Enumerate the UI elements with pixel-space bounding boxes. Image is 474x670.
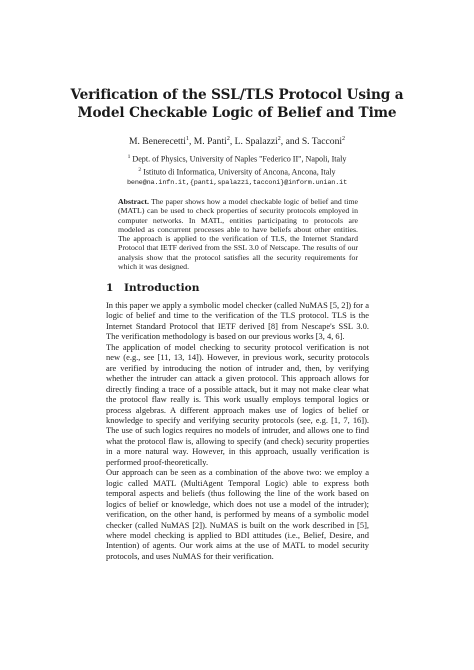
paragraph-3: Our approach can be seen as a combination of the above two: we employ a logic called MATL (MultiAgent Temporal Logic) able to express both temporal aspects and beliefs (thus following the line of the work based on logics of belief or knowledge, which does not use a model of the intruder); verification, on the other hand, is performed by means of a symbolic model checker (called NuMAS [2]). NuMAS is built on the work described in [5], where model checking is applied to BDI attitudes (i.e., Belief, Desire, and Intention) of agents. Our work aims at the use of MATL to model security protocols, and uses NuMAS for their verification. xyxy=(106,467,369,561)
abstract-text: The paper shows how a model checkable logic of belief and time (MATL) can be used to check properties of security protocols employed in computer networks. In MATL, entities participating to protocols are modeled as concurrent processes able to have beliefs about other entities. The approach is applied to the verification of TLS, the Internet Standard Protocol that IETF derived from the SSL 3.0 of Netscape. The results of our analysis show that the protocol satisfies all the security requirements for which it was designed. xyxy=(118,197,358,272)
author-affil-mark: 2 xyxy=(226,136,230,142)
paper-title xyxy=(60,86,414,122)
author-3 xyxy=(235,136,281,147)
author-affil-mark: 2 xyxy=(277,136,281,142)
title-line-1: Verification of the SSL/TLS Protocol Using a xyxy=(70,87,404,103)
author-affil-mark: 1 xyxy=(185,136,189,142)
author-name: M. Panti xyxy=(193,136,227,148)
abstract-label: Abstract. xyxy=(118,197,149,206)
section-heading xyxy=(106,282,199,295)
author-name: M. Benerecetti xyxy=(128,136,186,148)
author-affil-mark: 2 xyxy=(342,136,346,142)
abstract xyxy=(118,197,358,271)
author-4 xyxy=(302,136,345,147)
paragraph-1: In this paper we apply a symbolic model checker (called NuMAS [5, 2]) for a logic of belief and time to the verification of the TLS protocol. TLS is the Internet Standard Protocol that IETF derived [8] from Nescape's SSL 3.0. The verification methodology is based on our previous works [3, 4, 6]. xyxy=(106,300,369,342)
affiliation-2 xyxy=(60,165,414,178)
author-name: S. Tacconi xyxy=(301,136,343,148)
author-name: L. Spalazzi xyxy=(234,136,278,148)
author-separator: , xyxy=(229,136,235,148)
author-emails: bene@na.infn.it,{panti,spalazzi,tacconi}@inform.unian.it xyxy=(126,179,347,188)
author-1 xyxy=(129,136,189,147)
paragraph-2: The application of model checking to security protocol verification is not new (e.g., see [11, 13, 14]). However, in previous work, security protocols are verified by introducing the notion of intruder and, then, by verifying whether the intruder can attack a given protocol. This approach allows for directly finding a trace of a possible attack, but it may not make clear what the protocol flaw really is. This work usually employs temporal logics or process algebras. A different approach makes use of logics of belief or knowledge to specify and verifying security protocols (see, e.g. [1, 7, 16]). The use of such logics requires no models of intruder, and allows one to find what the protocol flaw is, allowing to specify (and check) security properties in a more natural way. However, in this approach, usually verification is performed proof-theoretically. xyxy=(106,341,369,467)
author-separator: , and xyxy=(280,136,302,148)
affiliation-mark: 1 xyxy=(127,154,131,160)
author-list xyxy=(60,133,414,148)
author-separator: , xyxy=(188,136,194,148)
affiliation-text: Dept. of Physics, University of Naples "Federico II", Napoli, Italy xyxy=(132,154,347,164)
section-number: 1 xyxy=(106,282,114,294)
body-text xyxy=(106,300,369,561)
section-title: Introduction xyxy=(124,282,200,294)
author-2 xyxy=(194,136,230,147)
affiliation-block xyxy=(60,152,414,189)
title-line-2: Model Checkable Logic of Belief and Time xyxy=(77,105,397,121)
affiliation-mark: 2 xyxy=(138,167,142,174)
affiliation-text: Istituto di Informatica, University of Ancona, Ancona, Italy xyxy=(143,167,336,177)
affiliation-1 xyxy=(60,152,414,165)
